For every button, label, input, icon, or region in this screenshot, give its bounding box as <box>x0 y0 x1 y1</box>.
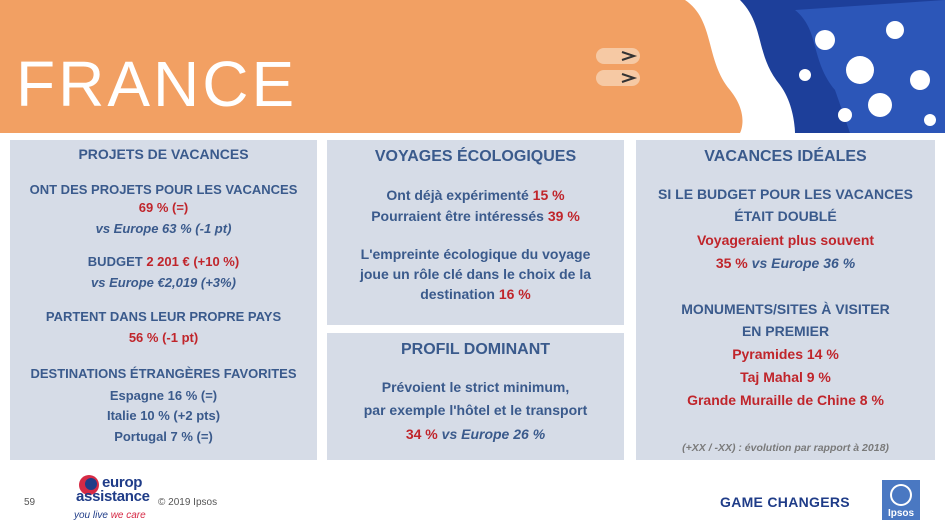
profil-line-1: Prévoient le strict minimum, <box>381 379 570 395</box>
budget-double-value: 35 % <box>715 255 748 271</box>
game-changers-label: GAME CHANGERS <box>720 494 850 510</box>
eco-line-3: L'empreinte écologique du voyage <box>360 246 591 262</box>
eco-value: 15 % <box>532 187 565 203</box>
waves-illustration <box>645 0 945 133</box>
copyright: © 2019 Ipsos <box>158 497 218 508</box>
brand-tagline <box>74 510 146 521</box>
propre-pays-label: PARTENT DANS LEUR PROPRE PAYS <box>45 309 282 324</box>
site-item: Grande Muraille de Chine 8 % <box>687 392 884 408</box>
eco-value: 16 % <box>498 286 531 302</box>
eco-line-1 <box>327 185 624 205</box>
propre-pays-value: 56 % (-1 pt) <box>128 330 199 345</box>
eco-text: destination <box>420 286 495 302</box>
flip-flops-icon <box>594 44 646 92</box>
page-title: FRANCE <box>16 48 298 120</box>
monuments-l1: MONUMENTS/SITES À VISITER <box>681 301 890 317</box>
brand-tag-1: you live <box>74 510 108 521</box>
site-item: Taj Mahal 9 % <box>740 369 831 385</box>
projets-label: ONT DES PROJETS POUR LES VACANCES <box>29 182 298 197</box>
destination-item: Espagne 16 % (=) <box>109 388 218 403</box>
profil-europe: vs Europe 26 % <box>441 426 546 442</box>
europ-assistance-logo <box>70 472 150 528</box>
panel-projets-vacances <box>10 140 317 460</box>
budget-double-l1: SI LE BUDGET POUR LES VACANCES <box>658 186 913 202</box>
panel-voyages-ecologiques <box>327 140 624 325</box>
eco-text: Pourraient être intéressés <box>371 208 544 224</box>
panel-profil-dominant <box>327 333 624 460</box>
eco-line-2 <box>327 206 624 226</box>
budget-line <box>10 252 317 272</box>
site-item: Pyramides 14 % <box>732 346 839 362</box>
brand-tag-2: we care <box>110 510 146 521</box>
brand-name <box>76 474 150 505</box>
destination-item: Portugal 7 % (=) <box>114 429 213 444</box>
brand-name-2: assistance <box>76 488 150 505</box>
budget-label: BUDGET <box>87 254 143 269</box>
eco-line-5 <box>327 284 624 304</box>
page-number: 59 <box>24 497 36 508</box>
monuments-l2: EN PREMIER <box>741 323 830 339</box>
projets-value: 69 % (=) <box>138 200 189 215</box>
budget-change: (+10 %) <box>193 254 240 269</box>
ipsos-text: Ipsos <box>887 508 915 519</box>
profil-value: 34 % <box>405 426 438 442</box>
panel-title: VOYAGES ÉCOLOGIQUES <box>374 148 577 165</box>
budget-double-value-line <box>636 253 935 273</box>
budget-value: 2 201 € <box>146 254 190 269</box>
eco-value: 39 % <box>547 208 580 224</box>
eco-line-4: joue un rôle clé dans le choix de la <box>359 266 592 282</box>
profil-line-2: par exemple l'hôtel et le transport <box>363 402 588 418</box>
panel-vacances-ideales <box>636 140 935 460</box>
budget-double-europe: vs Europe 36 % <box>751 255 856 271</box>
profil-line-3 <box>327 424 624 444</box>
ipsos-logo <box>882 480 920 520</box>
eco-text: Ont déjà expérimenté <box>386 187 529 203</box>
panel-title: VACANCES IDÉALES <box>704 148 867 165</box>
budget-double-answer: Voyageraient plus souvent <box>696 232 875 248</box>
destination-item: Italie 10 % (+2 pts) <box>106 408 221 423</box>
footnote: (+XX / -XX) : évolution par rapport à 2018) <box>682 442 889 454</box>
projets-europe: vs Europe 63 % (-1 pt) <box>95 221 232 236</box>
panel-title: PROJETS DE VACANCES <box>78 146 249 162</box>
header-banner <box>0 0 945 133</box>
panel-title: PROFIL DOMINANT <box>400 341 551 358</box>
brand-name-1: europ <box>102 474 143 491</box>
budget-double-l2: ÉTAIT DOUBLÉ <box>734 208 837 224</box>
destinations-label: DESTINATIONS ÉTRANGÈRES FAVORITES <box>30 366 297 381</box>
budget-europe: vs Europe €2,019 (+3%) <box>91 275 236 290</box>
